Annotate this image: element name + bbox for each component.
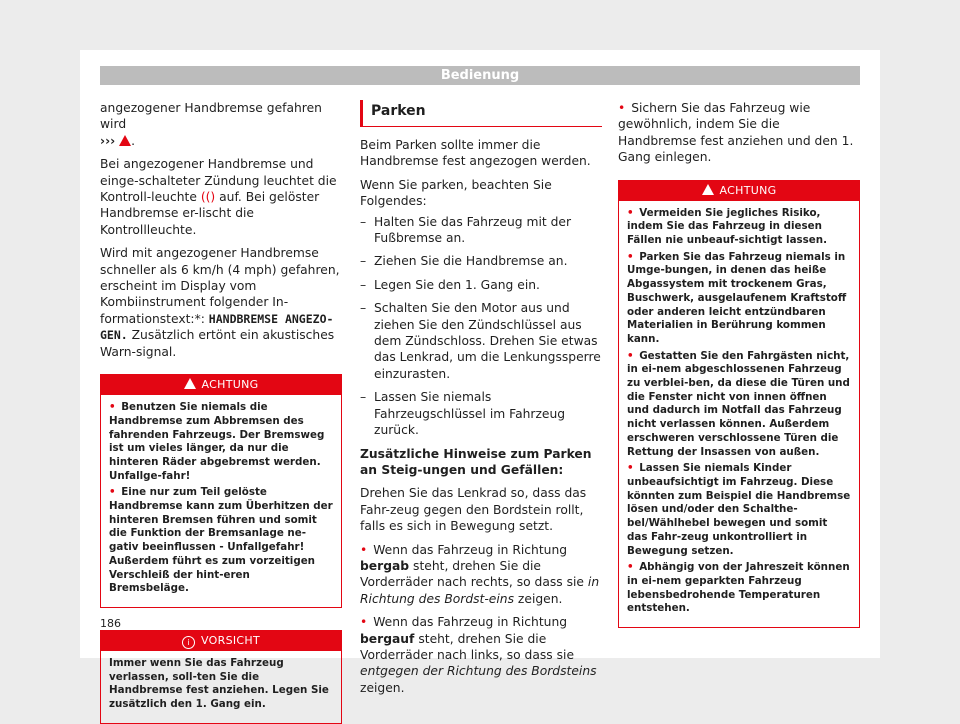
list-item: • Eine nur zum Teil gelöste Handbremse kann zum Überhitzen der hinteren Bremsen führen und somit die Funktion der Bremsanlage ne-gativ beeinflussen - Unfallgefahr! Außerdem führt es zum vorzeitigen Verschleiß der hint-eren Bremsbeläge.	[109, 486, 333, 595]
warning-box-header: ACHTUNG	[619, 181, 859, 201]
paragraph: Wenn Sie parken, beachten Sie Folgendes:	[360, 177, 552, 209]
section-title: Parken	[360, 100, 602, 127]
warning-triangle-icon	[119, 135, 131, 146]
list-item: – Schalten Sie den Motor aus und ziehen Sie den Zündschlüssel aus dem Zündschloss. Drehen Sie etwas das Lenkrad, um die Lenkungssperre einzurasten.	[360, 300, 602, 382]
warning-box	[618, 180, 860, 628]
paragraph: Beim Parken sollte immer die Handbremse fest angezogen werden.	[360, 138, 591, 169]
page-number: 186	[100, 617, 121, 630]
caution-text: Immer wenn Sie das Fahrzeug verlassen, soll-ten Sie die Handbremse fest anziehen. Legen Sie zusätzlich den 1. Gang ein.	[109, 656, 329, 711]
list-item: • Lassen Sie niemals Kinder unbeaufsichtigt im Fahrzeug. Diese könnten zum Beispiel die Handbremse lösen und/oder den Schalthe-bel/Wählhebel bewegen und somit das Fahr-zeug unkontrolliert in Bewegung setzen.	[627, 462, 851, 557]
list-item: • Vermeiden Sie jegliches Risiko, indem Sie das Fahrzeug in diesen Fällen nie unbeauf-sichtigt lassen.	[627, 206, 828, 247]
continue-arrow: ›››	[100, 133, 116, 148]
paragraph: Bei angezogener Handbremse und einge-schalteter Zündung leuchtet die Kontroll-leuchte (() auf. Bei gelöster Handbremse er-lischt die Kontrollleuchte.	[100, 157, 337, 237]
column-right	[618, 100, 860, 628]
bullet-icon: •	[627, 349, 634, 362]
bullet-icon: •	[627, 561, 634, 574]
bullet-icon: •	[109, 401, 116, 414]
paragraph: Wird mit angezogener Handbremse schneller als 6 km/h (4 mph) gefahren, erscheint im Display vom Kombiinstrument folgender In-formationstext:*: HANDBREMSE ANGEZO-GEN. Zusätzlich ertönt ein akustisches Warn-signal.	[100, 246, 340, 359]
list-item: – Legen Sie den 1. Gang ein.	[360, 277, 602, 293]
bullet-icon: •	[627, 250, 634, 263]
list-item: – Lassen Sie niemals Fahrzeugschlüssel im Fahrzeug zurück.	[360, 389, 602, 438]
list-item: • Sichern Sie das Fahrzeug wie gewöhnlich, indem Sie die Handbremse fest anziehen und den 1. Gang einlegen.	[618, 101, 854, 165]
column-middle	[360, 100, 602, 703]
brake-lamp-icon: (()	[200, 190, 216, 205]
list-item: • Abhängig von der Jahreszeit können in ei-nem geparkten Fahrzeug lebensbedrohende Temperaturen entstehen.	[627, 561, 850, 615]
list-item: – Halten Sie das Fahrzeug mit der Fußbremse an.	[360, 214, 602, 247]
bullet-icon: •	[618, 101, 626, 115]
list-item: • Wenn das Fahrzeug in Richtung bergauf steht, drehen Sie die Vorderräder nach links, so dass sie entgegen der Richtung des Bordsteins zeigen.	[360, 615, 597, 695]
section-header: Bedienung	[100, 66, 860, 85]
column-left	[100, 100, 342, 724]
display-message: HANDBREMSE ANGEZO-GEN.	[100, 311, 334, 343]
bullet-icon: •	[627, 462, 634, 475]
caution-box	[100, 630, 342, 724]
list-item: • Parken Sie das Fahrzeug niemals in Umge-bungen, in denen das heiße Abgassystem mit trockenem Gras, Buschwerk, ausgelaufenem Kraftstoff oder anderen leicht entzündbaren Materialien in Berührung kommen kann.	[627, 250, 847, 345]
list-item: • Benutzen Sie niemals die Handbremse zum Abbremsen des fahrenden Fahrzeugs. Der Bremsweg ist um vieles länger, da nur die hinteren Räder abgebremst werden. Unfallge-fahr!	[109, 401, 325, 482]
list-item: • Wenn das Fahrzeug in Richtung bergab steht, drehen Sie die Vorderräder nach rechts, so dass sie in Richtung des Bordst-eins zeigen.	[360, 542, 600, 606]
bullet-icon: •	[627, 206, 634, 219]
bullet-icon: •	[109, 486, 116, 499]
info-circle-icon: i	[182, 636, 195, 649]
paragraph: Drehen Sie das Lenkrad so, dass das Fahr-zeug gegen den Bordstein rollt, falls es sich in Bewegung setzt.	[360, 486, 587, 534]
bullet-icon: •	[360, 615, 368, 630]
warning-triangle-icon	[702, 184, 714, 195]
list-item: • Gestatten Sie den Fahrgästen nicht, in ei-nem abgeschlossenen Fahrzeug zu verblei-ben, da diese die Türen und die Fenster nicht von innen öffnen und dadurch im Notfall das Fahrzeug nicht verlassen können. Außerdem erschweren verschlossene Türen die Rettung der Insassen von außen.	[627, 349, 850, 458]
warning-triangle-icon	[184, 378, 196, 389]
warning-box-header: ACHTUNG	[101, 375, 341, 395]
warning-box	[100, 374, 342, 608]
subheading: Zusätzliche Hinweise zum Parken an Steig-ungen und Gefällen:	[360, 446, 592, 477]
list-item: – Ziehen Sie die Handbremse an.	[360, 253, 602, 269]
caution-box-header: i VORSICHT	[101, 631, 341, 651]
paragraph: angezogener Handbremse gefahren wird ››› .	[100, 101, 322, 148]
bullet-icon: •	[360, 542, 368, 557]
